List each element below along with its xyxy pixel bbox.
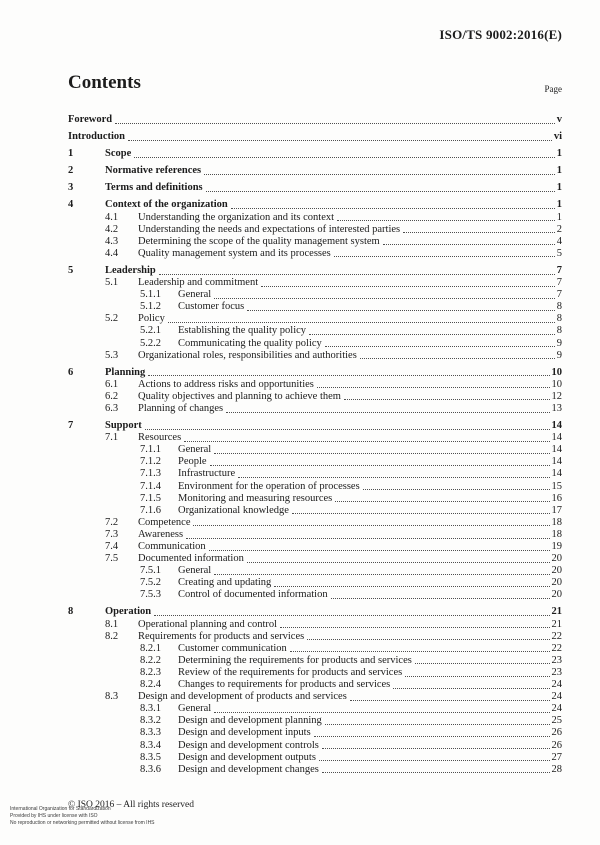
toc-entry-page: 20: [551, 565, 562, 577]
dot-leader: [280, 619, 549, 629]
toc-entry-page: 20: [551, 553, 562, 565]
toc-entry-number: 8.1: [105, 618, 119, 630]
toc-entry-page: 19: [551, 541, 562, 552]
toc-entry-page: 2: [556, 223, 562, 235]
toc-entry-title: Understanding the organization and its context: [138, 211, 335, 223]
dot-leader: [337, 212, 555, 222]
toc-entry-page: 1: [556, 148, 562, 160]
toc-entry-title: Operation: [105, 606, 152, 618]
dot-leader: [154, 606, 549, 616]
toc-entry-title: General: [178, 565, 212, 577]
toc-entry-title: Organizational knowledge: [178, 504, 289, 516]
toc-entry-number: 7.5.1: [140, 565, 161, 577]
toc-entry-title: Monitoring and measuring resources: [178, 492, 333, 504]
toc-entry-title: Awareness: [138, 528, 184, 540]
dot-leader: [206, 182, 555, 192]
toc-entry-page: 12: [551, 390, 562, 402]
toc-entry-page: 23: [551, 654, 562, 666]
toc-entry-page: 14: [551, 468, 562, 480]
toc-entry-page: 26: [551, 727, 562, 739]
toc-entry-page: 15: [551, 480, 562, 492]
toc-entry-page: 14: [551, 456, 562, 468]
dot-leader: [193, 517, 549, 527]
toc-entry[interactable]: [68, 248, 562, 260]
toc-entry-number: 7.1.6: [140, 504, 161, 516]
toc-entry-title: Terms and definitions: [105, 182, 203, 194]
toc-entry-page: 4: [556, 235, 562, 247]
toc-entry[interactable]: [68, 752, 562, 764]
dot-leader: [309, 325, 555, 335]
toc-entry-page: 14: [551, 420, 562, 432]
toc-entry[interactable]: [68, 740, 562, 752]
toc-entry-number: 7.1.3: [140, 468, 161, 480]
toc-entry-page: 10: [551, 378, 562, 390]
dot-leader: [314, 727, 550, 737]
toc-entry-page: 20: [551, 589, 562, 601]
fine-print-line: No reproduction or networking permitted without license from IHS: [10, 820, 155, 826]
toc-entry-number: 1: [68, 148, 74, 160]
toc-entry-number: 8.3.4: [140, 739, 161, 751]
toc-entry-title: Quality objectives and planning to achieve them: [138, 390, 341, 402]
toc-entry[interactable]: [68, 703, 562, 715]
dot-leader: [148, 367, 549, 377]
toc-entry-title: Requirements for products and services: [138, 630, 305, 642]
toc-entry[interactable]: [68, 727, 562, 739]
page-column-label: Page: [544, 84, 562, 94]
toc-entry[interactable]: [68, 468, 562, 480]
dot-leader: [403, 224, 555, 234]
dot-leader: [214, 703, 549, 713]
dot-leader: [325, 338, 555, 348]
toc-entry-title: Communication: [138, 541, 206, 552]
toc-entry-number: 7.1.5: [140, 492, 161, 504]
toc-entry-page: 14: [551, 444, 562, 456]
toc-entry[interactable]: [68, 643, 562, 655]
toc-entry-title: Documented information: [138, 553, 244, 565]
toc-entry-page: 21: [551, 606, 562, 618]
copyright-notice: © ISO 2016 – All rights reserved: [68, 800, 194, 810]
toc-entry-number: 8.2: [105, 630, 119, 642]
toc-entry-page: 22: [551, 642, 562, 654]
toc-entry-number: 8.2.4: [140, 679, 161, 691]
toc-entry[interactable]: [68, 432, 562, 444]
toc-entry[interactable]: [68, 403, 562, 415]
document-reference-header: ISO/TS 9002:2016(E): [439, 27, 562, 42]
toc-entry[interactable]: [68, 577, 562, 589]
dot-leader: [134, 148, 555, 158]
toc-entry-page: 24: [551, 679, 562, 691]
toc-entry-number: 5: [68, 264, 74, 276]
toc-entry-page: 13: [551, 402, 562, 414]
toc-entry-title: Leadership and commitment: [138, 277, 259, 289]
toc-entry-title: Infrastructure: [178, 468, 236, 480]
toc-entry-page: 23: [551, 666, 562, 678]
toc-entry[interactable]: [68, 589, 562, 601]
dot-leader: [238, 468, 549, 478]
dot-leader: [415, 655, 550, 665]
toc-entry-number: 8.2.2: [140, 654, 161, 666]
dot-leader: [322, 740, 550, 750]
toc-entry-number: 6.2: [105, 390, 119, 402]
toc-entry[interactable]: [68, 148, 562, 160]
dot-leader: [331, 589, 550, 599]
toc-entry-number: 7.1.2: [140, 456, 161, 468]
toc-entry-title: Resources: [138, 432, 182, 444]
toc-entry-number: 5.2: [105, 313, 119, 325]
dot-leader: [335, 493, 549, 503]
toc-list: [68, 109, 562, 776]
toc-entry[interactable]: [68, 691, 562, 703]
toc-entry-title: Communicating the quality policy: [178, 337, 322, 349]
toc-entry-number: 7.3: [105, 528, 119, 540]
toc-entry[interactable]: [68, 289, 562, 301]
toc-entry[interactable]: [68, 541, 562, 553]
dot-leader: [128, 131, 552, 141]
toc-entry[interactable]: [68, 619, 562, 631]
toc-entry[interactable]: [68, 367, 562, 379]
toc-entry-title: Policy: [138, 313, 165, 325]
toc-entry-page: 8: [556, 325, 562, 337]
toc-entry-page: 7: [556, 264, 562, 276]
toc-entry-page: 7: [556, 277, 562, 289]
dot-leader: [261, 277, 555, 287]
toc-entry-title: Control of documented information: [178, 589, 328, 601]
dot-leader: [319, 752, 550, 762]
toc-entry-title: Competence: [138, 516, 191, 528]
dot-leader: [214, 444, 549, 454]
toc-entry-page: 8: [556, 313, 562, 325]
toc-entry[interactable]: [68, 277, 562, 289]
toc-entry[interactable]: [68, 667, 562, 679]
toc-entry-page: v: [556, 114, 562, 125]
toc-entry-title: Determining the scope of the quality management system: [138, 235, 380, 247]
dot-leader: [325, 715, 550, 725]
toc-entry-title: Creating and updating: [178, 577, 272, 589]
toc-entry-title: Establishing the quality policy: [178, 325, 307, 337]
toc-entry-title: Context of the organization: [105, 199, 228, 211]
toc-entry-number: 7.1: [105, 432, 119, 444]
dot-leader: [145, 420, 550, 430]
toc-entry-number: 4.1: [105, 211, 119, 223]
toc-entry-number: 7.5: [105, 553, 119, 565]
toc-entry-title: Design and development changes: [178, 763, 319, 775]
dot-leader: [115, 114, 555, 124]
toc-entry[interactable]: [68, 131, 562, 143]
toc-entry-number: 8.3.2: [140, 715, 161, 727]
toc-entry-page: 18: [551, 528, 562, 540]
dot-leader: [159, 265, 555, 275]
toc-entry-page: 26: [551, 739, 562, 751]
toc-entry[interactable]: [68, 114, 562, 126]
toc-entry-page: 21: [551, 618, 562, 630]
toc-entry-number: 3: [68, 182, 74, 194]
toc-entry-title: Design and development of products and services: [138, 691, 347, 703]
toc-entry[interactable]: [68, 379, 562, 391]
toc-entry-title: General: [178, 444, 212, 456]
toc-entry-page: 18: [551, 516, 562, 528]
toc-entry-title: Understanding the needs and expectations of interested parties: [138, 223, 401, 235]
toc-entry-number: 6: [68, 366, 74, 378]
toc-entry[interactable]: [68, 325, 562, 337]
toc-entry-title: Introduction: [68, 131, 125, 143]
dot-leader: [393, 679, 549, 689]
toc-entry-title: Customer focus: [178, 301, 245, 313]
toc-entry-title: Determining the requirements for products and services: [178, 654, 412, 666]
toc-entry-title: Leadership: [105, 264, 156, 276]
toc-entry-number: 7.5.3: [140, 589, 161, 601]
toc-entry-title: General: [178, 289, 212, 301]
toc-entry[interactable]: [68, 444, 562, 456]
toc-entry[interactable]: [68, 565, 562, 577]
toc-entry-number: 7.1.4: [140, 480, 161, 492]
toc-entry-number: 5.2.1: [140, 325, 161, 337]
toc-entry[interactable]: [68, 301, 562, 313]
toc-entry-page: 9: [556, 337, 562, 349]
toc-entry-page: 28: [551, 763, 562, 775]
toc-entry-title: Planning: [105, 366, 146, 378]
toc-entry-title: People: [178, 456, 207, 468]
toc-entry-title: Environment for the operation of processes: [178, 480, 360, 492]
toc-entry-number: 8.3.6: [140, 763, 161, 775]
toc-entry-title: Foreword: [68, 114, 113, 125]
page-title: Contents: [68, 72, 141, 93]
toc-entry-title: Normative references: [105, 165, 202, 177]
fine-print-line: Provided by IHS under license with ISO: [10, 813, 98, 819]
toc-entry-page: 24: [551, 703, 562, 715]
dot-leader: [360, 350, 555, 360]
toc-entry-page: 1: [556, 199, 562, 211]
dot-leader: [184, 432, 549, 442]
toc-entry[interactable]: [68, 199, 562, 211]
toc-entry-page: 1: [556, 211, 562, 223]
dot-leader: [186, 529, 549, 539]
toc-entry-page: 8: [556, 301, 562, 313]
dot-leader: [363, 481, 550, 491]
toc-entry[interactable]: [68, 165, 562, 177]
toc-entry-page: 24: [551, 691, 562, 703]
license-fine-print: [10, 806, 155, 827]
toc-entry-page: 27: [551, 751, 562, 763]
toc-entry-page: 17: [551, 504, 562, 516]
toc-entry-title: General: [178, 703, 212, 715]
toc-entry-number: 8.2.3: [140, 666, 161, 678]
toc-entry-title: Changes to requirements for products and services: [178, 679, 391, 691]
fine-print-line: International Organization for Standardization: [10, 806, 111, 812]
toc-entry-number: 7.4: [105, 541, 119, 552]
toc-entry-page: 14: [551, 432, 562, 444]
toc-entry-number: 5.1.2: [140, 301, 161, 313]
toc-entry-page: 10: [551, 366, 562, 378]
toc-entry-title: Design and development planning: [178, 715, 322, 727]
dot-leader: [350, 691, 550, 701]
toc-entry-page: 16: [551, 492, 562, 504]
dot-leader: [168, 313, 555, 323]
dot-leader: [204, 165, 555, 175]
toc-entry-title: Organizational roles, responsibilities and authorities: [138, 349, 357, 361]
toc-entry[interactable]: [68, 350, 562, 362]
toc-entry-page: 25: [551, 715, 562, 727]
toc-entry[interactable]: [68, 679, 562, 691]
toc-entry-title: Design and development outputs: [178, 751, 316, 763]
toc-entry-number: 8.3.5: [140, 751, 161, 763]
toc-entry-title: Planning of changes: [138, 402, 224, 414]
toc-entry-number: 4.3: [105, 235, 119, 247]
toc-entry-number: 8.3.3: [140, 727, 161, 739]
toc-entry[interactable]: [68, 391, 562, 403]
toc-entry[interactable]: [68, 631, 562, 643]
dot-leader: [214, 289, 555, 299]
toc-entry[interactable]: [68, 224, 562, 236]
toc-entry[interactable]: [68, 236, 562, 248]
toc-entry-number: 5.3: [105, 349, 119, 361]
toc-entry-title: Actions to address risks and opportunities: [138, 378, 314, 390]
toc-entry[interactable]: [68, 493, 562, 505]
dot-leader: [274, 577, 549, 587]
toc-entry-number: 4: [68, 199, 74, 211]
toc-entry[interactable]: [68, 505, 562, 517]
toc-entry-title: Operational planning and control: [138, 618, 278, 630]
toc-entry[interactable]: [68, 265, 562, 277]
toc-entry[interactable]: [68, 764, 562, 776]
toc-entry[interactable]: [68, 655, 562, 667]
toc-entry-title: Design and development controls: [178, 739, 319, 751]
dot-leader: [290, 643, 550, 653]
toc-entry-number: 8.2.1: [140, 642, 161, 654]
dot-leader: [226, 403, 549, 413]
toc-entry[interactable]: [68, 481, 562, 493]
toc-entry-title: Scope: [105, 148, 132, 160]
toc-entry-number: 5.2.2: [140, 337, 161, 349]
toc-entry-title: Design and development inputs: [178, 727, 311, 739]
dot-leader: [334, 248, 555, 258]
toc-entry[interactable]: [68, 715, 562, 727]
dot-leader: [214, 565, 549, 575]
toc-entry-number: 6.3: [105, 402, 119, 414]
dot-leader: [344, 391, 550, 401]
toc-entry[interactable]: [68, 529, 562, 541]
toc-entry-page: 5: [556, 247, 562, 259]
dot-leader: [209, 541, 550, 551]
toc-entry[interactable]: [68, 606, 562, 618]
toc-entry-title: Quality management system and its processes: [138, 247, 331, 259]
toc-entry-number: 4.4: [105, 247, 119, 259]
dot-leader: [210, 456, 550, 466]
toc-entry-number: 2: [68, 165, 74, 177]
toc-entry[interactable]: [68, 212, 562, 224]
toc-entry-number: 8.3.1: [140, 703, 161, 715]
toc-entry-number: 7.2: [105, 516, 119, 528]
toc-entry-page: 9: [556, 349, 562, 361]
toc-entry-number: 8.3: [105, 691, 119, 703]
toc-entry-page: 1: [556, 165, 562, 177]
dot-leader: [292, 505, 550, 515]
toc-entry-page: 22: [551, 630, 562, 642]
toc-entry-title: Support: [105, 420, 142, 432]
toc-entry[interactable]: [68, 420, 562, 432]
toc-entry-number: 4.2: [105, 223, 119, 235]
dot-leader: [247, 553, 550, 563]
dot-leader: [317, 379, 550, 389]
toc-entry[interactable]: [68, 182, 562, 194]
toc-entry-number: 6.1: [105, 378, 119, 390]
toc-entry[interactable]: [68, 313, 562, 325]
dot-leader: [405, 667, 549, 677]
toc-entry-title: Customer communication: [178, 642, 287, 654]
toc-entry[interactable]: [68, 456, 562, 468]
toc-entry-number: 5.1: [105, 277, 119, 289]
dot-leader: [322, 764, 550, 774]
dot-leader: [307, 631, 549, 641]
toc-entry[interactable]: [68, 517, 562, 529]
toc-entry-page: 7: [556, 289, 562, 301]
toc-entry-number: 5.1.1: [140, 289, 161, 301]
toc-entry-number: 7.1.1: [140, 444, 161, 456]
toc-entry[interactable]: [68, 338, 562, 350]
toc-entry-page: 1: [556, 182, 562, 194]
toc-entry[interactable]: [68, 553, 562, 565]
toc-entry-number: 7: [68, 420, 74, 432]
toc-entry-title: Review of the requirements for products and services: [178, 666, 403, 678]
toc-entry-number: 7.5.2: [140, 577, 161, 589]
dot-leader: [383, 236, 555, 246]
dot-leader: [231, 199, 555, 209]
toc-entry-page: 20: [551, 577, 562, 589]
toc-entry-number: 8: [68, 606, 74, 618]
toc-entry-page: vi: [553, 131, 562, 143]
dot-leader: [247, 301, 555, 311]
